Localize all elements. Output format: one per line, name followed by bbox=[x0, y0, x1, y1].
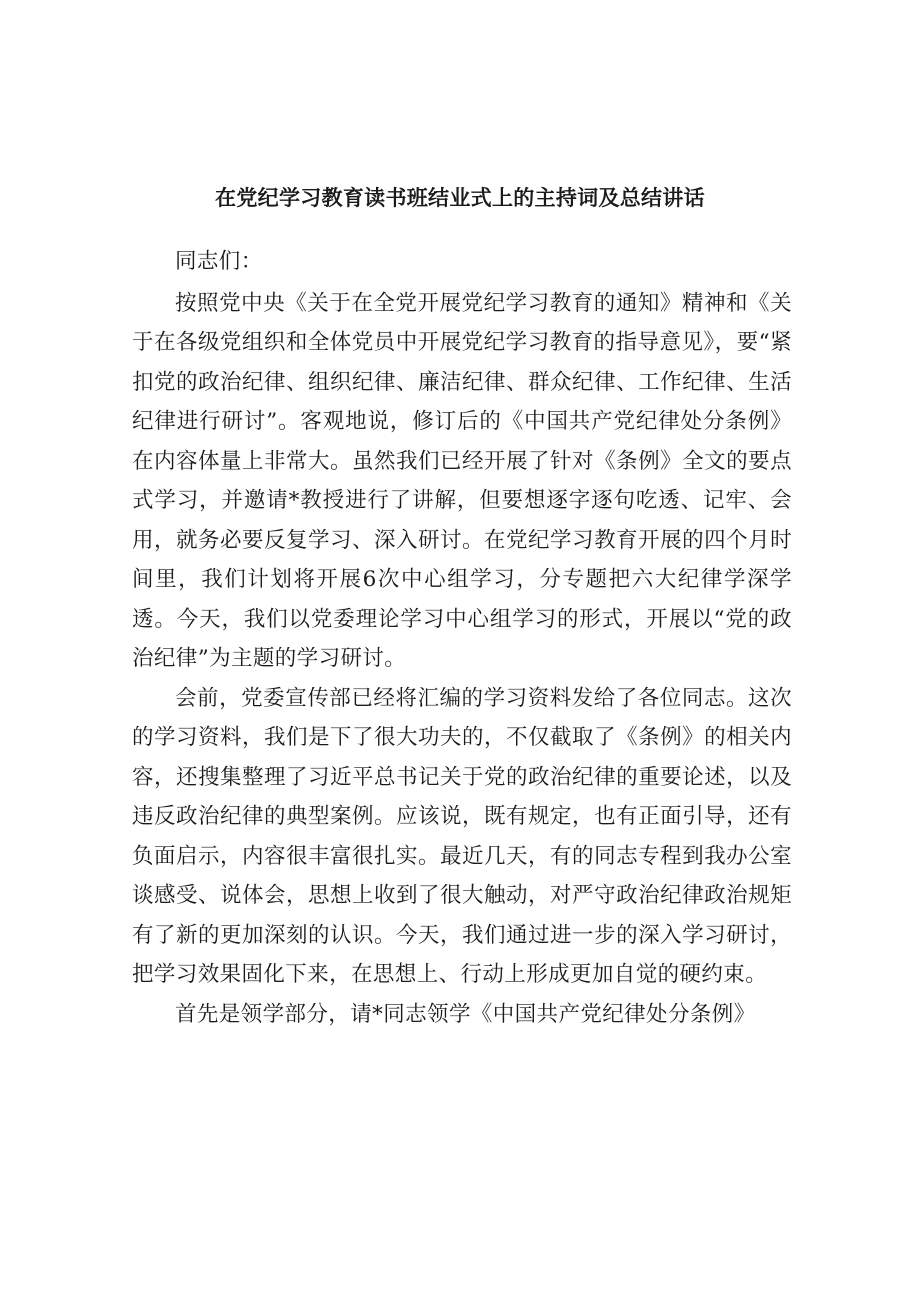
document-body bbox=[132, 242, 792, 1034]
salutation: 同志们： bbox=[175, 249, 263, 274]
document-title: 在党纪学习教育读书班结业式上的主持词及总结讲话 bbox=[215, 186, 705, 210]
paragraph: 按照党中央《关于在全党开展党纪学习教育的通知》精神和《关于在各级党组织和全体党员中开展党纪学习教育的指导意见》，要“紧扣党的政治纪律、组织纪律、廉洁纪律、群众纪律、工作纪律、生活纪律进行研讨”。客观地说，修订后的《中国共产党纪律处分条例》在内容体量上非常大。虽然我们已经开展了针对《条例》全文的要点式学习，并邀请*教授进行了讲解，但要想逐字逐句吃透、记牢、会用，就务必要反复学习、深入研讨。在党纪学习教育开展的四个月时间里，我们计划将开展6次中心组学习，分专题把六大纪律学深学透。今天，我们以党委理论学习中心组学习的形式，开展以“党的政治纪律”为主题的学习研讨。 bbox=[132, 290, 792, 671]
paragraph: 会前，党委宣传部已经将汇编的学习资料发给了各位同志。这次的学习资料，我们是下了很大功夫的，不仅截取了《条例》的相关内容，还搜集整理了习近平总书记关于党的政治纪律的重要论述，以及违反政治纪律的典型案例。应该说，既有规定，也有正面引导，还有负面启示，内容很丰富很扎实。最近几天，有的同志专程到我办公室谈感受、说体会，思想上收到了很大触动，对严守政治纪律政治规矩有了新的更加深刻的认识。今天，我们通过进一步的深入学习研讨，把学习效果固化下来，在思想上、行动上形成更加自觉的硬约束。 bbox=[132, 685, 792, 987]
paragraph: 首先是领学部分，请*同志领学《中国共产党纪律处分条例》 bbox=[175, 1001, 756, 1027]
